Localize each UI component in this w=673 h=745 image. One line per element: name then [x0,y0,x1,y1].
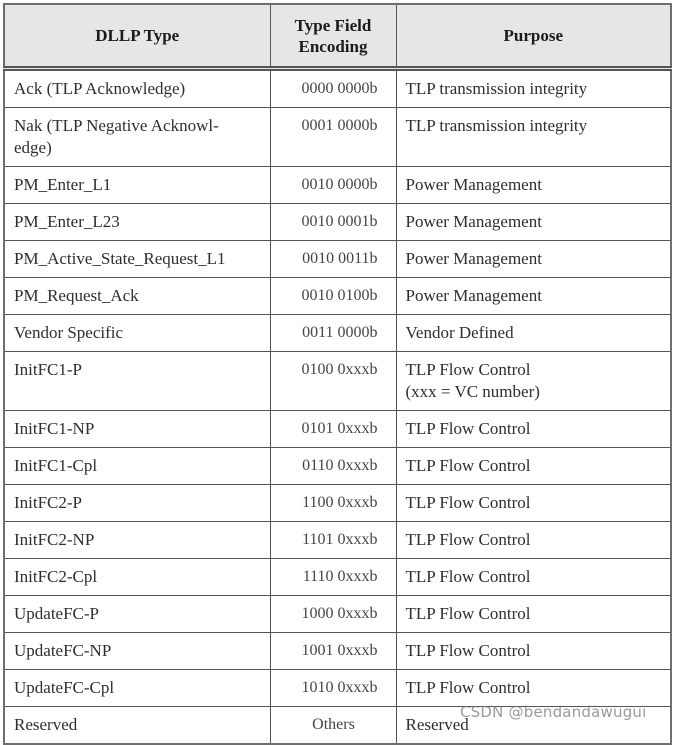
table-row [4,69,671,108]
cell-encoding: Others [270,707,396,745]
nak-type-line-2: edge) [14,138,52,157]
table-row [4,167,671,204]
cell-encoding: 0010 0011b [270,241,396,278]
cell-encoding: 1110 0xxxb [270,559,396,596]
cell-encoding: 0010 0000b [270,167,396,204]
table-row [4,707,671,745]
table-row [4,241,671,278]
cell-purpose: Power Management [396,167,671,204]
cell-dllp-type: PM_Enter_L1 [4,167,270,204]
table-row [4,670,671,707]
cell-encoding: 0011 0000b [270,315,396,352]
cell-purpose: Power Management [396,278,671,315]
dllp-type-table-container [3,3,670,745]
column-header-type-field-encoding [270,4,396,69]
cell-purpose: TLP Flow Control [396,522,671,559]
cell-purpose [396,352,671,411]
cell-encoding: 0010 0100b [270,278,396,315]
nak-type-line-1: Nak (TLP Negative Acknowl- [14,116,219,135]
table-row [4,559,671,596]
cell-dllp-type: Reserved [4,707,270,745]
cell-dllp-type: PM_Enter_L23 [4,204,270,241]
table-row [4,108,671,167]
cell-dllp-type: InitFC2-NP [4,522,270,559]
cell-purpose: Power Management [396,204,671,241]
cell-encoding: 1010 0xxxb [270,670,396,707]
cell-dllp-type: InitFC2-P [4,485,270,522]
cell-purpose: TLP transmission integrity [396,108,671,167]
cell-dllp-type: UpdateFC-NP [4,633,270,670]
cell-encoding: 0110 0xxxb [270,448,396,485]
purpose-note: (xxx = VC number) [405,382,540,401]
purpose-text: TLP Flow Control [405,360,531,379]
cell-purpose: Reserved [396,707,671,745]
cell-dllp-type: PM_Active_State_Request_L1 [4,241,270,278]
cell-dllp-type: Ack (TLP Acknowledge) [4,69,270,108]
cell-dllp-type: UpdateFC-Cpl [4,670,270,707]
cell-purpose: TLP Flow Control [396,411,671,448]
cell-purpose: TLP Flow Control [396,633,671,670]
cell-encoding: 1100 0xxxb [270,485,396,522]
cell-encoding: 0010 0001b [270,204,396,241]
cell-dllp-type: InitFC1-P [4,352,270,411]
cell-encoding: 1000 0xxxb [270,596,396,633]
cell-dllp-type: Vendor Specific [4,315,270,352]
cell-encoding: 0001 0000b [270,108,396,167]
header-encoding-line-1: Type Field [294,15,372,35]
cell-dllp-type: InitFC1-Cpl [4,448,270,485]
cell-dllp-type [4,108,270,167]
header-encoding-line-2: Encoding [298,36,368,56]
cell-dllp-type: InitFC2-Cpl [4,559,270,596]
watermark-text: CSDN @bendandawugui [460,703,647,721]
table-row [4,633,671,670]
cell-purpose: TLP Flow Control [396,596,671,633]
table-row [4,315,671,352]
column-header-dllp-type: DLLP Type [4,4,270,69]
table-row [4,485,671,522]
cell-purpose: Power Management [396,241,671,278]
cell-dllp-type: UpdateFC-P [4,596,270,633]
table-row [4,352,671,411]
cell-dllp-type: InitFC1-NP [4,411,270,448]
cell-purpose: TLP Flow Control [396,485,671,522]
cell-purpose: TLP transmission integrity [396,69,671,108]
cell-purpose: Vendor Defined [396,315,671,352]
cell-purpose: TLP Flow Control [396,448,671,485]
cell-dllp-type: PM_Request_Ack [4,278,270,315]
table-row [4,204,671,241]
dllp-type-table [3,3,672,745]
table-row [4,522,671,559]
cell-encoding: 1001 0xxxb [270,633,396,670]
cell-encoding: 1101 0xxxb [270,522,396,559]
table-row [4,411,671,448]
table-row [4,596,671,633]
table-row [4,278,671,315]
column-header-purpose: Purpose [396,4,671,69]
cell-encoding: 0101 0xxxb [270,411,396,448]
cell-purpose: TLP Flow Control [396,559,671,596]
cell-purpose: TLP Flow Control [396,670,671,707]
table-header-row [4,4,671,69]
table-row [4,448,671,485]
cell-encoding: 0000 0000b [270,69,396,108]
cell-encoding: 0100 0xxxb [270,352,396,411]
